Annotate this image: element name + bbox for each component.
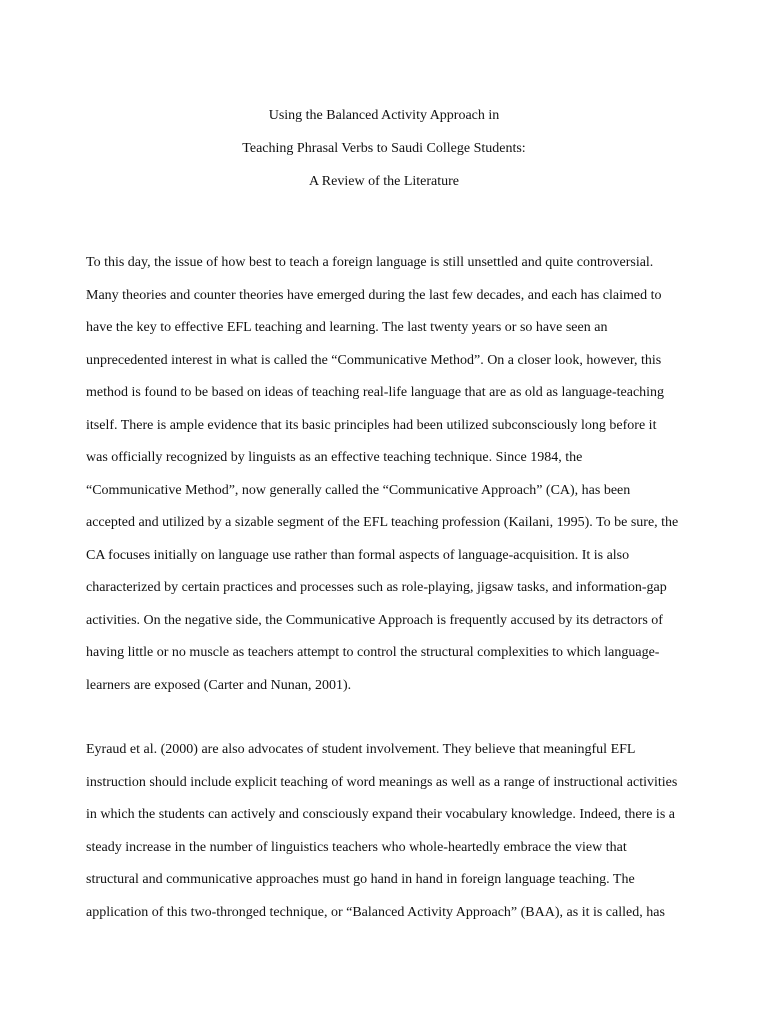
text-line: activities. On the negative side, the Communicative Approach is frequently accused by its detractors of	[86, 612, 663, 628]
text-line: was officially recognized by linguists as an effective teaching technique. Since 1984, the	[86, 450, 583, 465]
text-line: Eyraud et al. (2000) are also advocates of student involvement. They believe that meaningful EFL	[86, 742, 636, 757]
text-line: having little or no muscle as teachers attempt to control the structural complexities to which language-	[86, 645, 660, 660]
text-line: unprecedented interest in what is called the “Communicative Method”. On a closer look, however, this	[86, 352, 662, 368]
text-line: learners are exposed (Carter and Nunan, 2001).	[86, 677, 352, 693]
text-line: structural and communicative approaches must go hand in hand in foreign language teaching. The	[86, 872, 635, 887]
text-line: have the key to effective EFL teaching and learning. The last twenty years or so have seen an	[86, 320, 608, 335]
text-line: itself. There is ample evidence that its basic principles had been utilized subconsciously long before it	[86, 417, 657, 433]
title-line-3: A Review of the Literature	[308, 174, 460, 189]
title-line-1: Using the Balanced Activity Approach in	[268, 108, 500, 123]
text-line: accepted and utilized by a sizable segment of the EFL teaching profession (Kailani, 1995). To be sure, the	[86, 515, 679, 530]
text-line: instruction should include explicit teaching of word meanings as well as a range of instructional activities	[86, 774, 678, 790]
text-line: characterized by certain practices and processes such as role-playing, jigsaw tasks, and information-gap	[86, 580, 667, 595]
text-line: “Communicative Method”, now generally called the “Communicative Approach” (CA), has been	[86, 482, 631, 498]
text-line: application of this two-thronged technique, or “Balanced Activity Approach” (BAA), as it is called, has	[86, 904, 665, 920]
text-line: CA focuses initially on language use rather than formal aspects of language-acquisition. It is also	[86, 547, 630, 563]
text-line: To this day, the issue of how best to teach a foreign language is still unsettled and quite controversial.	[86, 255, 654, 270]
text-line: method is found to be based on ideas of teaching real-life language that are as old as language-teaching	[86, 385, 665, 400]
paper-title	[0, 106, 768, 205]
text-line: Many theories and counter theories have emerged during the last few decades, and each has claimed to	[86, 287, 662, 303]
text-line: in which the students can actively and consciously expand their vocabulary knowledge. Indeed, there is a	[86, 807, 675, 822]
paragraph-1	[86, 253, 690, 708]
title-line-2: Teaching Phrasal Verbs to Saudi College Students:	[242, 141, 526, 156]
text-line: steady increase in the number of linguistics teachers who whole-heartedly embrace the view that	[86, 839, 627, 855]
paragraph-2	[86, 740, 690, 935]
